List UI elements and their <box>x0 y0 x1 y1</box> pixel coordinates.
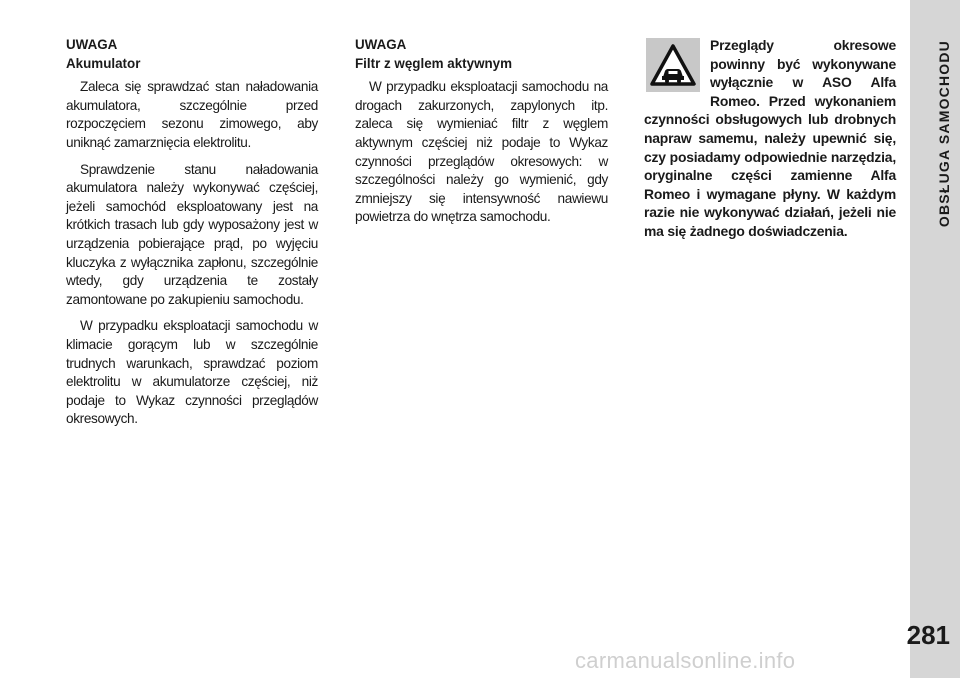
warning-text: Przeglądy okresowe powinny być wykonywane wyłącznie w ASO Alfa Romeo. Przed wykonaniem czynności obsługowych lub drobnych napraw samemu, należy upewnić się, czy posiadamy odpowiednie narzędzia, oryginalne części zamienne Alfa Romeo i wymagane płyny. W każdym razie nie wykonywać działań, jeżeli nie ma się żadnego doświadczenia. <box>644 37 896 239</box>
section-label: UWAGA <box>66 37 118 52</box>
page-number: 281 <box>906 620 950 650</box>
column-akumulator <box>66 36 318 437</box>
column-warning <box>644 36 896 241</box>
column-filtr <box>355 36 608 235</box>
chapter-title: OBSŁUGA SAMOCHODU <box>936 40 952 228</box>
section-title: Filtr z węglem aktywnym <box>355 55 513 71</box>
side-band <box>910 0 960 678</box>
warning-triangle-car-icon <box>646 38 700 92</box>
section-label: UWAGA <box>355 37 407 52</box>
paragraph: Sprawdzenie stanu naładowania akumulatora należy wykonywać częściej, jeżeli samochód eksploatowany jest na krótkich trasach lub gdy wyposażony jest w urządzenia pobierające prąd, po wyjęciu kluczyka z wyłącznika zapłonu, szczególnie wtedy, gdy urządzenia te zostały zamontowane po zakupieniu samochodu. <box>66 161 318 307</box>
watermark: carmanualsonline.info <box>575 648 796 673</box>
paragraph: Zaleca się sprawdzać stan naładowania akumulatora, szczególnie przed rozpoczęciem sezonu zimowego, aby uniknąć zamarznięcia elektrolitu. <box>66 79 318 150</box>
paragraph: W przypadku eksploatacji samochodu w klimacie gorącym lub w szczególnie trudnych warunkach, sprawdzać poziom elektrolitu w akumulatorze częściej, niż podaje to Wykaz czynności przeglądów okresowych. <box>66 318 318 427</box>
paragraph: W przypadku eksploatacji samochodu na drogach zakurzonych, zapylonych itp. zaleca się wymieniać filtr z węglem aktywnym częściej niż podaje to Wykaz czynności przeglądów okresowych: w szczególności należy go wymienić, gdy zmniejszy się intensywność nawiewu powietrza do wnętrza samochodu. <box>355 79 608 225</box>
section-title: Akumulator <box>66 55 141 71</box>
